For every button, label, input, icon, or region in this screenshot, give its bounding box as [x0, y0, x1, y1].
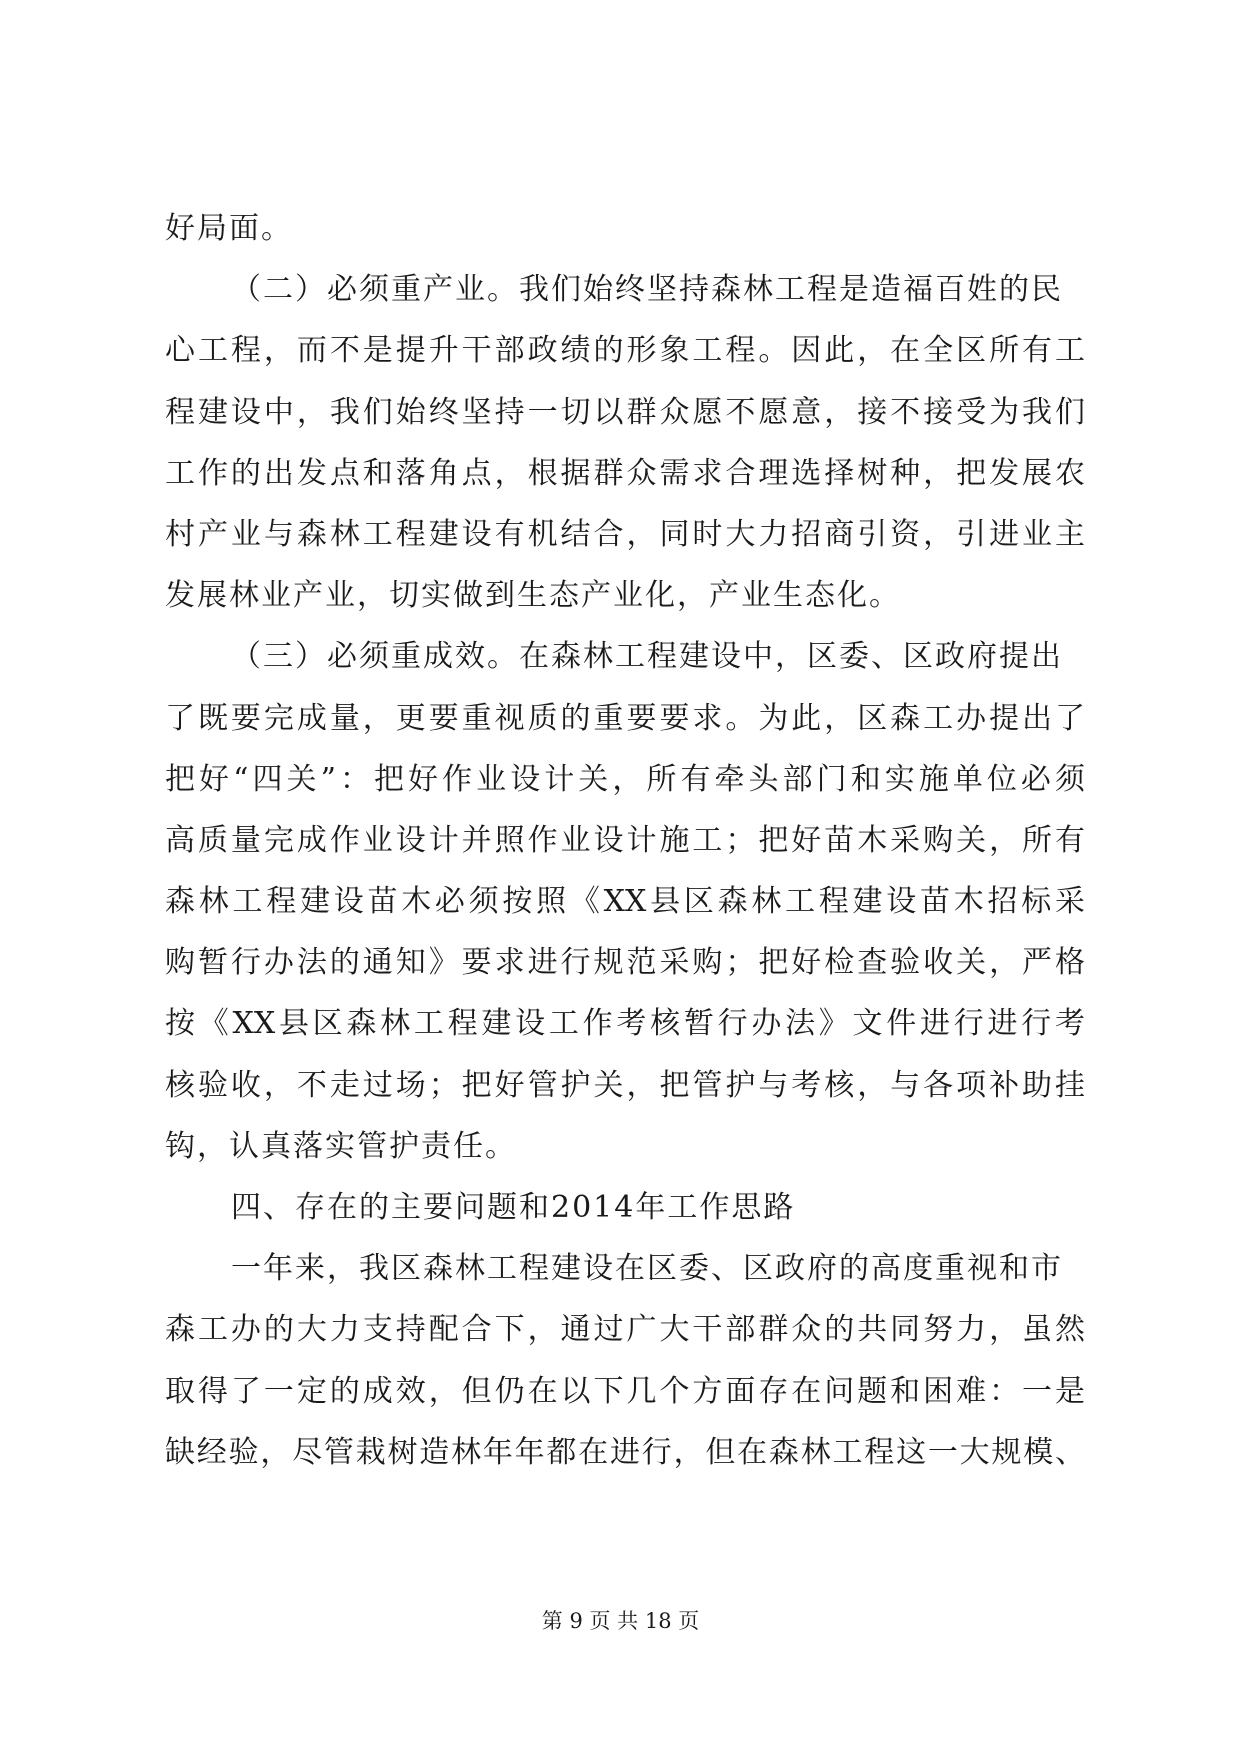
text-line: 按《XX县区森林工程建设工作考核暂行办法》文件进行进行考	[165, 1006, 1085, 1042]
document-body	[165, 198, 1085, 1483]
text-line: 森林工程建设苗木必须按照《XX县区森林工程建设苗木招标采	[165, 884, 1085, 920]
text-line: 一年来，我区森林工程建设在区委、区政府的高度重视和市	[231, 1251, 1063, 1287]
text-line: 了既要完成量，更要重视质的重要要求。为此，区森工办提出了	[165, 700, 1085, 736]
text-line: 核验收，不走过场；把好管护关，把管护与考核，与各项补助挂	[165, 1067, 1085, 1103]
text-line: 森工办的大力支持配合下，通过广大干部群众的共同努力，虽然	[165, 1312, 1085, 1348]
text-line: 工作的出发点和落角点，根据群众需求合理选择树种，把发展农	[165, 455, 1085, 491]
text-line: 村产业与森林工程建设有机结合，同时大力招商引资，引进业主	[165, 516, 1085, 552]
text-line: 把好“四关”：把好作业设计关，所有牵头部门和实施单位必须	[165, 761, 1085, 797]
text-line: 发展林业产业，切实做到生态产业化，产业生态化。	[165, 578, 901, 614]
text-line: 好局面。	[165, 211, 293, 246]
text-line: 心工程，而不是提升干部政绩的形象工程。因此，在全区所有工	[165, 333, 1085, 369]
text-line: 取得了一定的成效，但仍在以下几个方面存在问题和困难：一是	[165, 1373, 1085, 1409]
text-line: 程建设中，我们始终坚持一切以群众愿不愿意，接不接受为我们	[165, 394, 1085, 430]
text-line: 钩，认真落实管护责任。	[165, 1128, 517, 1164]
paragraph-heading-3: （三）必须重成效。在森林工程建设中，区委、区政府提出	[231, 639, 1063, 675]
text-line: 缺经验，尽管栽树造林年年都在进行，但在森林工程这一大规模、	[165, 1434, 1085, 1470]
paragraph-heading-2: （二）必须重产业。我们始终坚持森林工程是造福百姓的民	[231, 272, 1063, 308]
section-heading-4: 四、存在的主要问题和2014年工作思路	[231, 1190, 796, 1225]
page-number-footer: 第 9 页 共 18 页	[541, 1609, 700, 1633]
text-line: 购暂行办法的通知》要求进行规范采购；把好检查验收关，严格	[165, 945, 1085, 981]
text-line: 高质量完成作业设计并照作业设计施工；把好苗木采购关，所有	[165, 822, 1085, 858]
